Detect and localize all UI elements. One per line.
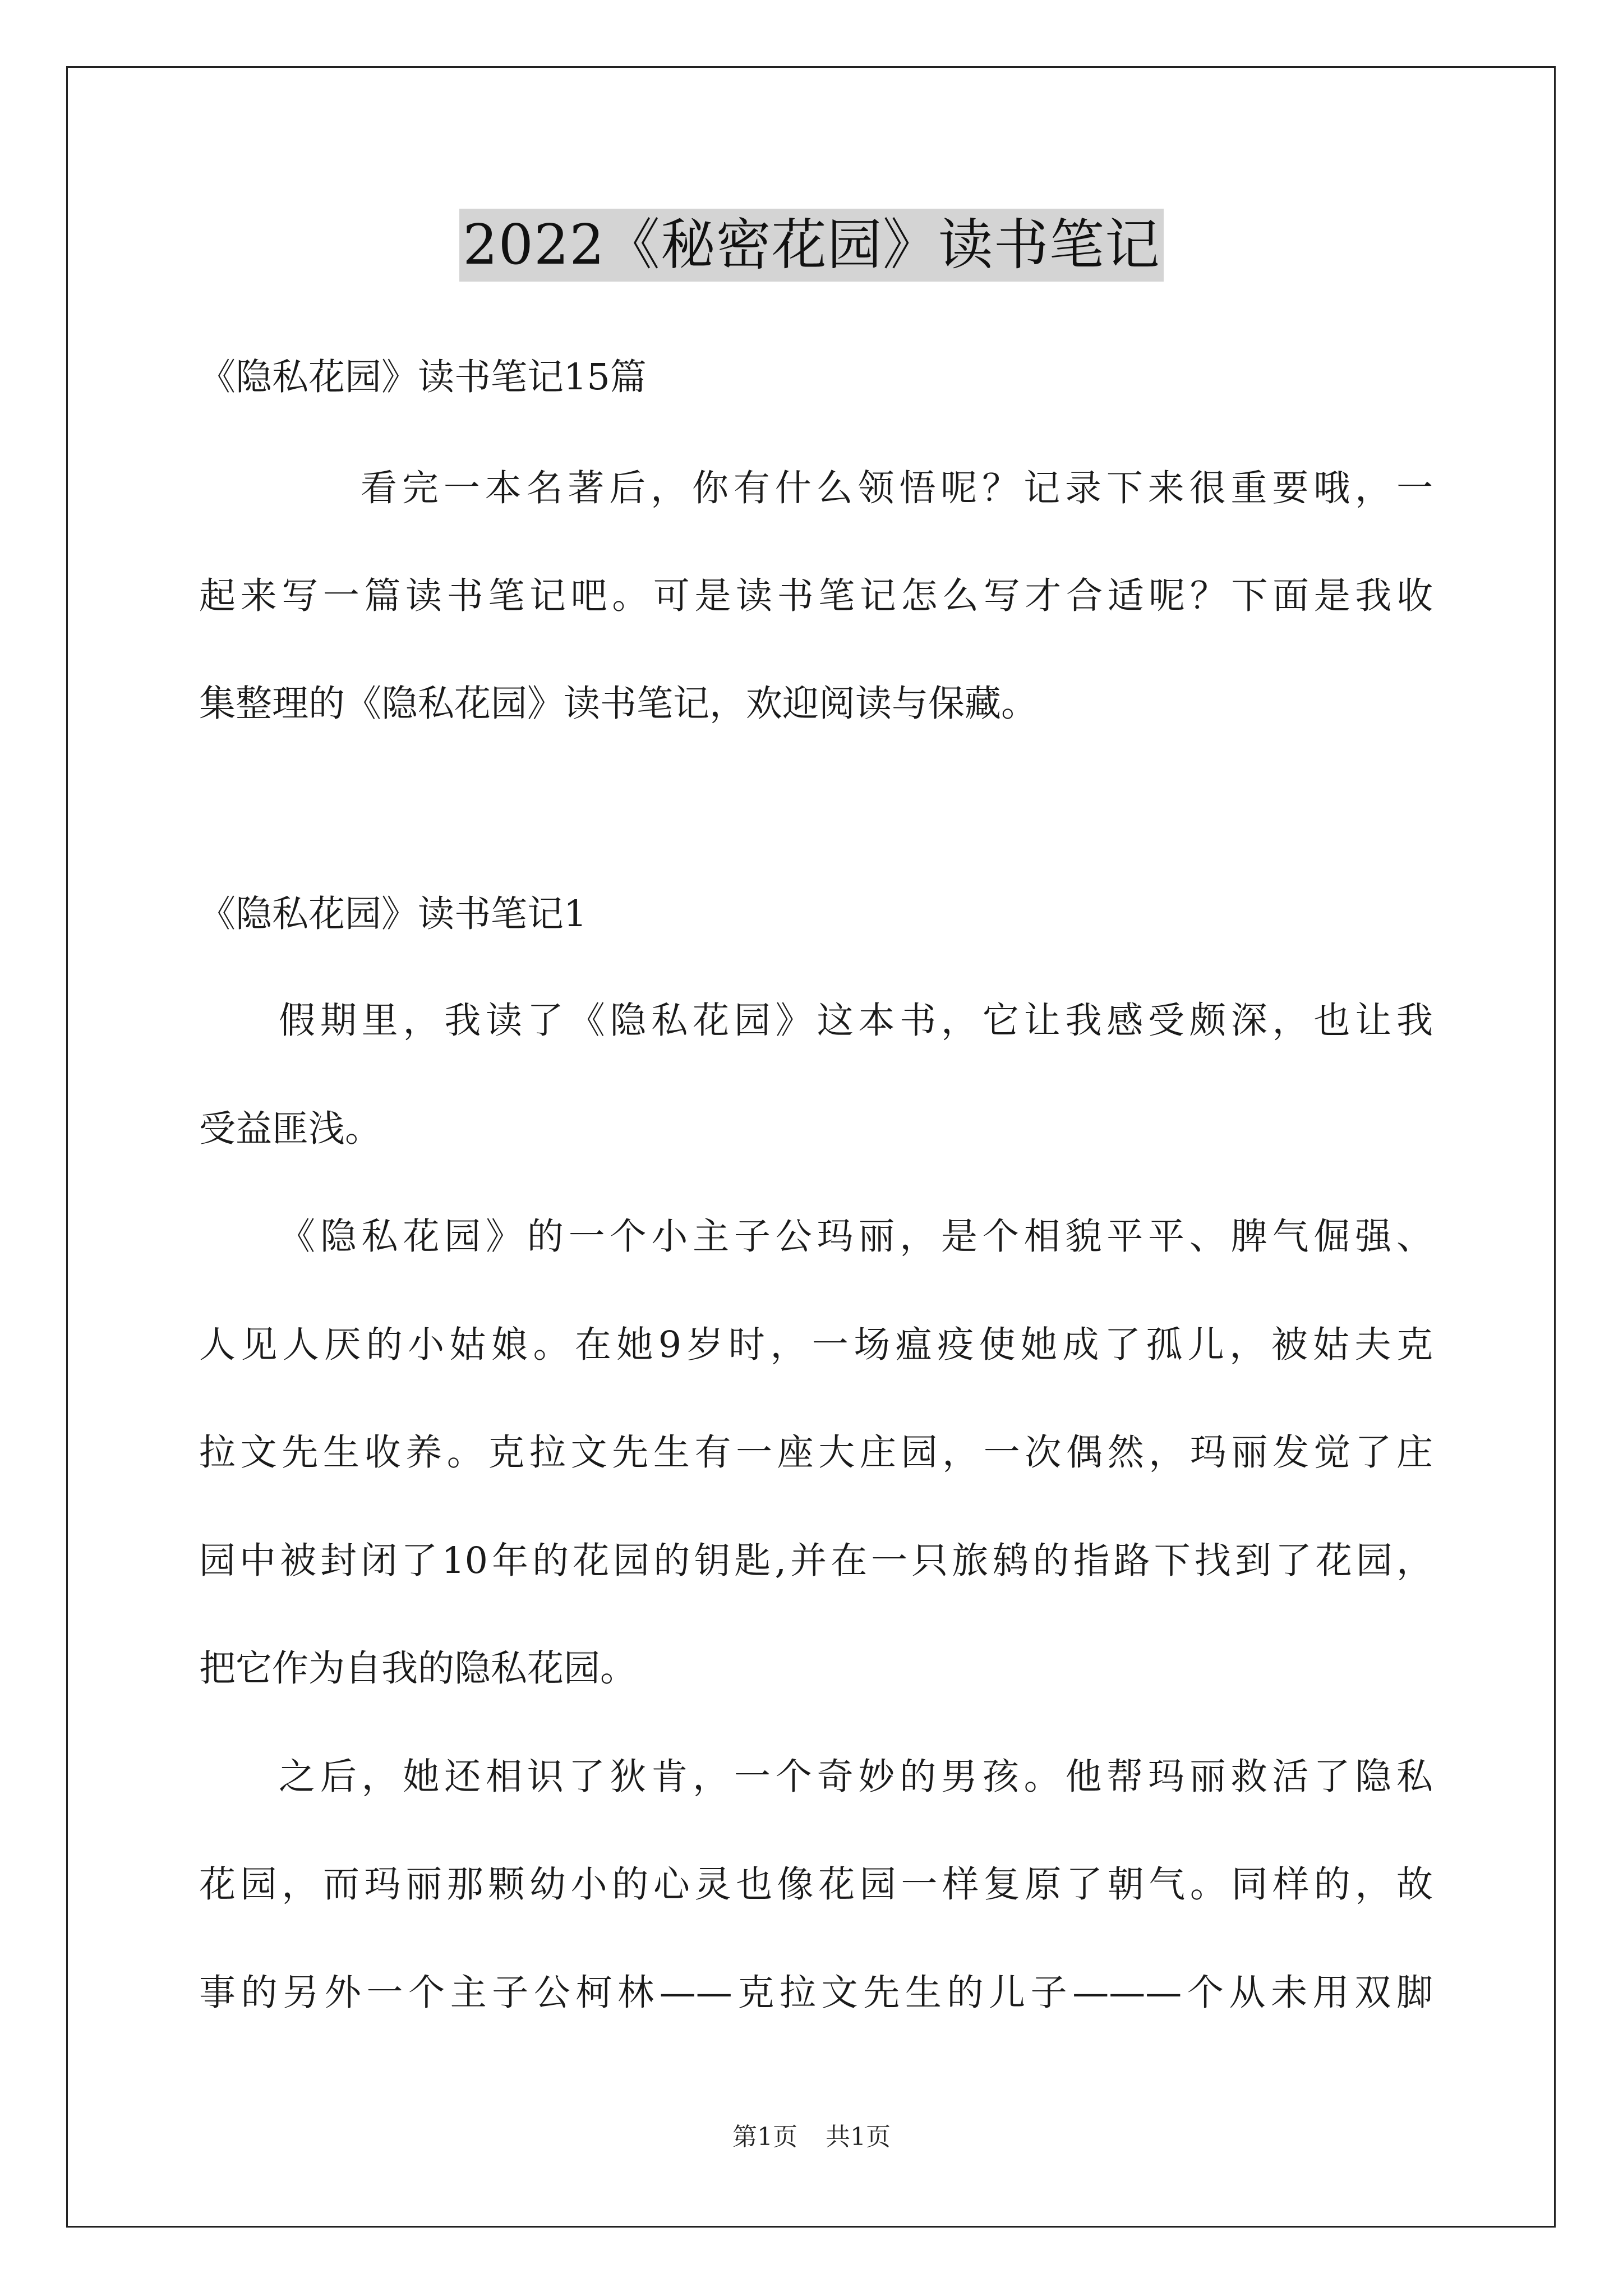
page-total: 共1页 (826, 2123, 891, 2151)
paragraph-line: 拉文先生收养。克拉文先生有一座大庄园，一次偶然，玛丽发觉了庄 (199, 1432, 1433, 1474)
paragraph-line: 《隐私花园》的一个小主子公玛丽，是个相貌平平、脾气倔强、 (279, 1216, 1433, 1258)
title-container (0, 209, 1623, 282)
document-subtitle: 《隐私花园》读书笔记15篇 (199, 356, 647, 398)
paragraph-line: 假期里，我读了《隐私花园》这本书，它让我感受颇深，也让我 (279, 1000, 1433, 1042)
section-heading: 《隐私花园》读书笔记1 (199, 893, 587, 935)
paragraph-line: 之后，她还相识了狄肯，一个奇妙的男孩。他帮玛丽救活了隐私 (279, 1756, 1433, 1798)
intro-line: 集整理的《隐私花园》读书笔记，欢迎阅读与保藏。 (199, 683, 1038, 725)
document-title: 2022《秘密花园》读书笔记 (459, 209, 1163, 282)
paragraph-line: 人见人厌的小姑娘。在她9岁时，一场瘟疫使她成了孤儿，被姑夫克 (199, 1324, 1433, 1366)
paragraph-line: 事的另外一个主子公柯林——克拉文先生的儿子———个从未用双脚 (199, 1972, 1433, 2014)
intro-line: 起来写一篇读书笔记吧。可是读书笔记怎么写才合适呢？下面是我收 (199, 575, 1433, 617)
paragraph-line: 园中被封闭了10年的花园的钥匙,并在一只旅鸫的指路下找到了花园， (199, 1540, 1433, 1582)
paragraph-line: 花园，而玛丽那颗幼小的心灵也像花园一样复原了朝气。同样的，故 (199, 1864, 1433, 1906)
paragraph-line: 受益匪浅。 (199, 1108, 382, 1150)
paragraph-line: 把它作为自我的隐私花园。 (199, 1648, 637, 1690)
page-number: 第1页 (732, 2123, 797, 2151)
page-footer (0, 2120, 1623, 2154)
intro-line: 看完一本名著后，你有什么领悟呢？记录下来很重要哦，一 (361, 467, 1433, 509)
